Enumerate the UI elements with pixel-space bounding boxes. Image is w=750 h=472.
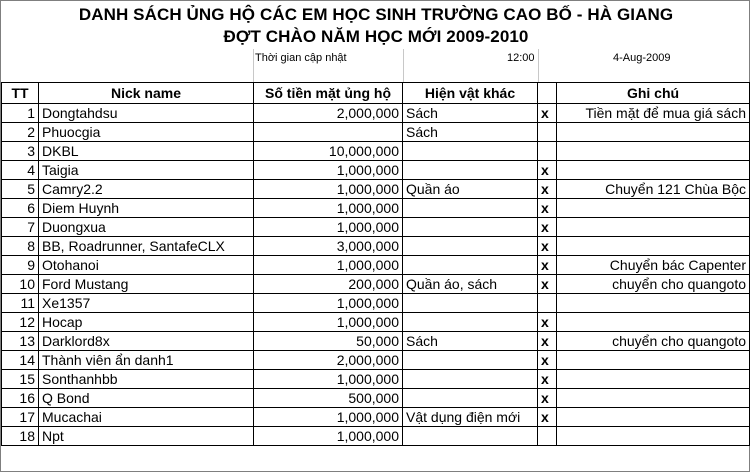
meta-divider <box>403 49 404 82</box>
amount-cell[interactable]: 1,000,000 <box>254 294 403 313</box>
row-number[interactable]: 13 <box>2 332 39 351</box>
table-row <box>2 427 750 446</box>
row-number[interactable]: 15 <box>2 370 39 389</box>
table-row <box>2 161 750 180</box>
item-cell[interactable] <box>403 142 538 161</box>
row-number[interactable]: 18 <box>2 427 39 446</box>
amount-cell[interactable]: 1,000,000 <box>254 199 403 218</box>
note-cell[interactable]: Chuyển 121 Chùa Bộc <box>557 180 750 199</box>
amount-cell[interactable]: 1,000,000 <box>254 408 403 427</box>
check-mark-cell[interactable]: x <box>538 370 557 389</box>
amount-cell[interactable]: 50,000 <box>254 332 403 351</box>
row-number[interactable]: 9 <box>2 256 39 275</box>
check-mark-cell[interactable]: x <box>538 237 557 256</box>
header-check <box>538 83 557 104</box>
nick-name-cell[interactable]: Ford Mustang <box>39 275 254 294</box>
check-mark-cell[interactable]: x <box>538 104 557 123</box>
table-row <box>2 104 750 123</box>
note-cell[interactable]: chuyển cho quangoto <box>557 332 750 351</box>
row-number[interactable]: 6 <box>2 199 39 218</box>
update-date-value: 4-Aug-2009 <box>613 52 671 64</box>
note-cell[interactable] <box>557 123 750 142</box>
header-amount: Số tiền mặt ủng hộ <box>254 83 403 104</box>
note-cell[interactable] <box>557 161 750 180</box>
amount-cell[interactable]: 500,000 <box>254 389 403 408</box>
header-row <box>2 83 750 104</box>
check-mark-cell[interactable]: x <box>538 313 557 332</box>
amount-cell[interactable]: 1,000,000 <box>254 180 403 199</box>
meta-divider <box>538 49 539 82</box>
header-note: Ghi chú <box>557 83 750 104</box>
meta-divider <box>253 49 254 82</box>
row-number[interactable]: 11 <box>2 294 39 313</box>
note-cell[interactable] <box>557 218 750 237</box>
check-mark-cell[interactable]: x <box>538 275 557 294</box>
check-mark-cell[interactable]: x <box>538 161 557 180</box>
item-cell[interactable] <box>403 313 538 332</box>
note-cell[interactable] <box>557 237 750 256</box>
nick-name-cell[interactable]: Mucachai <box>39 408 254 427</box>
table-row <box>2 408 750 427</box>
note-cell[interactable] <box>557 142 750 161</box>
sheet-title: DANH SÁCH ỦNG HỘ CÁC EM HỌC SINH TRƯỜNG CAO BỐ - HÀ GIANG <box>78 5 674 24</box>
sheet-subtitle: ĐỢT CHÀO NĂM HỌC MỚI 2009-2010 <box>223 27 529 46</box>
note-cell[interactable] <box>557 294 750 313</box>
table-row <box>2 199 750 218</box>
table-row <box>2 256 750 275</box>
table-row <box>2 294 750 313</box>
nick-name-cell[interactable]: Duongxua <box>39 218 254 237</box>
note-cell[interactable] <box>557 427 750 446</box>
amount-cell[interactable]: 2,000,000 <box>254 351 403 370</box>
table-row <box>2 351 750 370</box>
row-number[interactable]: 3 <box>2 142 39 161</box>
nick-name-cell[interactable]: DKBL <box>39 142 254 161</box>
row-number[interactable]: 10 <box>2 275 39 294</box>
nick-name-cell[interactable]: Hocap <box>39 313 254 332</box>
row-number[interactable]: 17 <box>2 408 39 427</box>
nick-name-cell[interactable]: Camry2.2 <box>39 180 254 199</box>
item-cell[interactable] <box>403 199 538 218</box>
check-mark-cell[interactable]: x <box>538 332 557 351</box>
row-number[interactable]: 2 <box>2 123 39 142</box>
item-cell[interactable]: Sách <box>403 123 538 142</box>
item-cell[interactable]: Sách <box>403 332 538 351</box>
nick-name-cell[interactable]: Taigia <box>39 161 254 180</box>
amount-cell[interactable]: 2,000,000 <box>254 104 403 123</box>
note-cell[interactable] <box>557 351 750 370</box>
amount-cell[interactable]: 1,000,000 <box>254 161 403 180</box>
note-cell[interactable] <box>557 389 750 408</box>
item-cell[interactable] <box>403 256 538 275</box>
header-nick: Nick name <box>39 83 254 104</box>
nick-name-cell[interactable]: Phuocgia <box>39 123 254 142</box>
row-number[interactable]: 14 <box>2 351 39 370</box>
check-mark-cell[interactable]: x <box>538 389 557 408</box>
table-row <box>2 237 750 256</box>
table-row <box>2 275 750 294</box>
item-cell[interactable]: Vật dụng điện mới <box>403 408 538 427</box>
note-cell[interactable]: Chuyển bác Capenter <box>557 256 750 275</box>
check-mark-cell[interactable]: x <box>538 351 557 370</box>
row-number[interactable]: 4 <box>2 161 39 180</box>
amount-cell[interactable]: 3,000,000 <box>254 237 403 256</box>
row-number[interactable]: 5 <box>2 180 39 199</box>
note-cell[interactable] <box>557 408 750 427</box>
note-cell[interactable] <box>557 199 750 218</box>
item-cell[interactable] <box>403 427 538 446</box>
note-cell[interactable] <box>557 370 750 389</box>
item-cell[interactable]: Sách <box>403 104 538 123</box>
check-mark-cell[interactable]: x <box>538 199 557 218</box>
nick-name-cell[interactable]: BB, Roadrunner, SantafeCLX <box>39 237 254 256</box>
amount-cell[interactable]: 1,000,000 <box>254 427 403 446</box>
nick-name-cell[interactable]: Darklord8x <box>39 332 254 351</box>
nick-name-cell[interactable]: Dongtahdsu <box>39 104 254 123</box>
amount-cell[interactable]: 10,000,000 <box>254 142 403 161</box>
nick-name-cell[interactable]: Npt <box>39 427 254 446</box>
item-cell[interactable]: Quần áo, sách <box>403 275 538 294</box>
nick-name-cell[interactable]: Q Bond <box>39 389 254 408</box>
update-time-label: Thời gian cập nhật <box>255 52 347 64</box>
note-cell[interactable] <box>557 313 750 332</box>
item-cell[interactable] <box>403 351 538 370</box>
item-cell[interactable] <box>403 218 538 237</box>
item-cell[interactable] <box>403 237 538 256</box>
table-row <box>2 370 750 389</box>
check-mark-cell[interactable] <box>538 142 557 161</box>
nick-name-cell[interactable]: Xe1357 <box>39 294 254 313</box>
table-row <box>2 218 750 237</box>
header-item: Hiện vật khác <box>403 83 538 104</box>
item-cell[interactable] <box>403 294 538 313</box>
nick-name-cell[interactable]: Diem Huynh <box>39 199 254 218</box>
nick-name-cell[interactable]: Sonthanhbb <box>39 370 254 389</box>
table-row <box>2 313 750 332</box>
table-row <box>2 142 750 161</box>
check-mark-cell[interactable]: x <box>538 408 557 427</box>
note-cell[interactable]: chuyển cho quangoto <box>557 275 750 294</box>
row-number[interactable]: 8 <box>2 237 39 256</box>
amount-cell[interactable]: 1,000,000 <box>254 256 403 275</box>
table-body <box>2 104 750 446</box>
check-mark-cell[interactable] <box>538 123 557 142</box>
table-row <box>2 180 750 199</box>
row-number[interactable]: 1 <box>2 104 39 123</box>
amount-cell[interactable]: 1,000,000 <box>254 313 403 332</box>
table-row <box>2 123 750 142</box>
note-cell[interactable]: Tiền mặt để mua giá sách <box>557 104 750 123</box>
item-cell[interactable] <box>403 370 538 389</box>
row-number[interactable]: 12 <box>2 313 39 332</box>
check-mark-cell[interactable]: x <box>538 256 557 275</box>
check-mark-cell[interactable]: x <box>538 218 557 237</box>
update-time-value: 12:00 <box>507 52 535 64</box>
amount-cell[interactable]: 1,000,000 <box>254 218 403 237</box>
table-row <box>2 389 750 408</box>
amount-cell[interactable]: 200,000 <box>254 275 403 294</box>
item-cell[interactable] <box>403 389 538 408</box>
row-number[interactable]: 16 <box>2 389 39 408</box>
amount-cell[interactable]: 1,000,000 <box>254 370 403 389</box>
table-row <box>2 332 750 351</box>
nick-name-cell[interactable]: Otohanoi <box>39 256 254 275</box>
check-mark-cell[interactable] <box>538 427 557 446</box>
amount-cell[interactable] <box>254 123 403 142</box>
row-number[interactable]: 7 <box>2 218 39 237</box>
header-tt: TT <box>2 83 39 104</box>
donation-table <box>1 82 750 446</box>
nick-name-cell[interactable]: Thành viên ẩn danh1 <box>39 351 254 370</box>
check-mark-cell[interactable] <box>538 294 557 313</box>
check-mark-cell[interactable]: x <box>538 180 557 199</box>
item-cell[interactable] <box>403 161 538 180</box>
item-cell[interactable]: Quần áo <box>403 180 538 199</box>
